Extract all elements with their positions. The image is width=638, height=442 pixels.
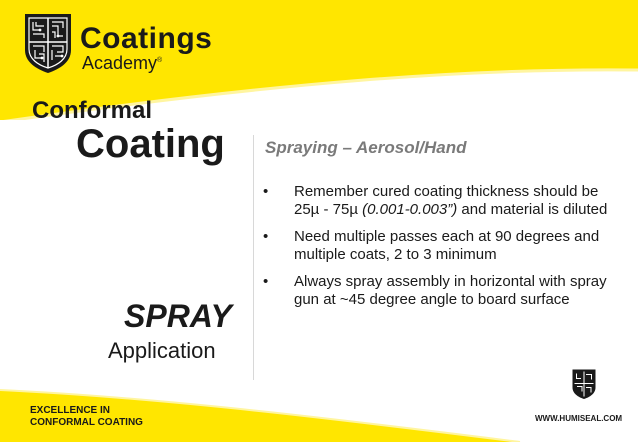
- bullet-2-text: Need multiple passes each at 90 degrees and multiple coats, 2 to 3 minimum: [294, 228, 600, 263]
- footer-website: WWW.HUMISEAL.COM: [535, 414, 623, 423]
- slide-subtitle: Spraying – Aerosol/Hand: [265, 138, 467, 157]
- brand-name-line1: Coatings: [80, 22, 213, 55]
- bullet-marker: •: [263, 228, 269, 245]
- title-line2: Coating: [76, 122, 225, 166]
- registered-mark: ®: [157, 57, 163, 64]
- tagline-line1: EXCELLENCE IN: [30, 405, 111, 416]
- footer-tagline: [30, 405, 143, 429]
- bullet-item-2: [260, 228, 625, 264]
- humiseal-logo-icon: [571, 368, 597, 400]
- section-heading-application: Application: [108, 338, 216, 363]
- brand-name-academy: Academy: [82, 53, 158, 73]
- bullet-1-text-b: (0.001-0.003”): [362, 201, 458, 218]
- circuit-shield-logo-icon: [22, 12, 74, 74]
- bullet-marker: •: [263, 273, 269, 290]
- bullet-marker: •: [263, 183, 269, 200]
- tagline-line2: CONFORMAL COATING: [30, 417, 143, 428]
- bullet-1-text-c: and material is diluted: [457, 201, 608, 218]
- bullet-item-3: [260, 273, 625, 309]
- bullet-3-text: Always spray assembly in horizontal with spray gun at ~45 degree angle to board surface: [294, 273, 607, 308]
- bullet-item-1: [260, 183, 625, 219]
- title-line1: Conformal: [32, 97, 152, 124]
- vertical-divider: [253, 135, 254, 380]
- bullet-1-text-a: Remember cured coating thickness should be 25µ - 75µ: [294, 183, 599, 218]
- section-heading-spray: SPRAY: [124, 298, 232, 334]
- bullet-list: [260, 183, 625, 318]
- brand-name-line2: [82, 53, 162, 74]
